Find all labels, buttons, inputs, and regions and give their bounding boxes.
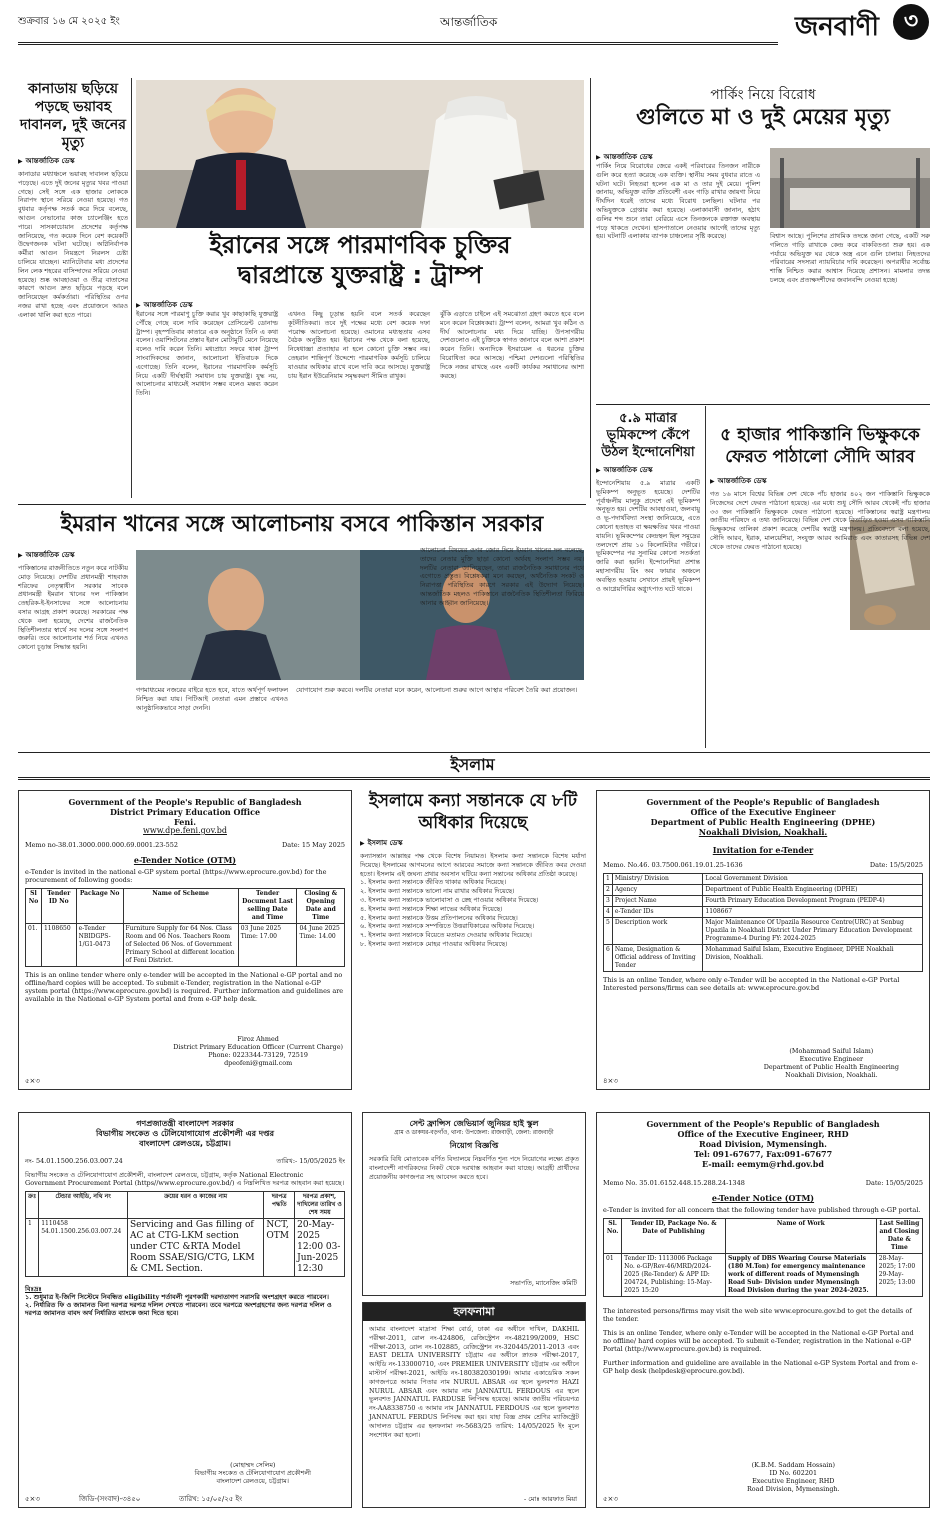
section-label: আন্তর্জাতিক [440,15,498,29]
story-imran-col2 [420,546,584,686]
col-3: গণমাধ্যমের নজরের বাইরে হতে হবে, যাতে অর্থপূর্ণ ফলাফল নিশ্চিত করা যায়। পিটিআই নেতারা এমন প্রস্তাবে এখনও আনুষ্ঠানিকভাবে সাড়া দেননি। [136,686,288,712]
table-row [604,896,923,907]
th-sl: Sl. No. [604,1219,622,1254]
table-row [26,924,345,967]
th-dates: Last Selling and Closing Date & Time [876,1219,922,1254]
cell: Fourth Primary Education Development Program (PEDP-4) [703,896,923,907]
notice-title: e-Tender Notice (OTM) [133,855,237,865]
phone: Phone: 0223344-73129, 72519 [208,1051,308,1059]
desk-credit: ▶ আন্তর্জাতিক ডেস্ক [18,155,128,167]
ad-ref-date: তারিখ: ১৫/০৫/২৫ ইং [179,1495,243,1503]
story-imran-col1 [18,546,128,746]
col-2: আলোচনা বিষয়ের ওপর জোর দিয়ে ইমরান খানের দল বলেছে, তাদের নেতার মুক্তি ছাড়া কোনো অর্থবহ সংলাপ সম্ভব নয়। দলটির নেতারা জানিয়েছেন, তারা রাজনৈতিক সমাধানের পথে এগোতে প্রস্তুত। বিশ্লেষকরা মনে করছেন, অর্থনৈতিক সংকট ও নিরাপত্তা পরিস্থিতির কারণে সরকার এই উদ্যোগ নিয়েছে। আন্তর্জাতিক মহলও পাকিস্তানে রাজনৈতিক স্থিতিশীলতা ফিরিয়ে আনার আহ্বান জানিয়েছে। [420,546,584,607]
tender-table [603,873,923,972]
cell: e-Tender IDs [612,907,703,918]
cell: Servicing and Gas filling of AC at CTG-LKM section under CTC &RTA Model Room SSAE/SIG/CTG, LKM & CML Section. [127,1219,263,1277]
th-work: Name of Work [725,1219,876,1254]
islam-section-title: ইসলাম [450,755,495,774]
body: ইন্দোনেশিয়ায় ৫.৯ মাত্রার একটি ভূমিকম্প অনুভূত হয়েছে। দেশটির পূর্বাঞ্চলীয় মালুকু প্রদেশে এই ভূমিকম্প অনুভূত হয়। দেশটির আবহাওয়া, জলবায়ু ও ভূ-পদার্থবিদ্যা সংস্থা জানিয়েছে, এতে কোনো হতাহত বা ক্ষয়ক্ষতির খবর পাওয়া যায়নি। ভূমিকম্পের কেন্দ্রস্থল ছিল সমুদ্রের তলদেশে প্রায় ১০ কিলোমিটার গভীরে। ভূমিকম্পের পর সুনামির কোনো সতর্কতা জারি করা হয়নি। ইন্দোনেশিয়া প্রশান্ত মহাসাগরীয় রিং অব ফায়ার অঞ্চলে অবস্থিত হওয়ায় সেখানে প্রায়ই ভূমিকম্প ও আগ্নেয়গিরির অগ্ন্যুৎপাত ঘটে থাকে। [596,479,700,593]
headline: গুলিতে মা ও দুই মেয়ের মৃত্যু [636,105,890,130]
note-1: ১. শুধুমাত্র ই-জিপি সিস্টেমে নিবন্ধিত eligibility শর্তাবলী পূরণকারী দরদাতাগণ সরাসরি অংশগ্রহণ করতে পারবেন। [25,1293,329,1301]
col-4: যোগাযোগ শুরু করবে। দলটির নেতারা মনে করেন, আলোচনা শুরুর আগে আস্থার পরিবেশ তৈরি করা প্রয়োজন। [296,686,578,694]
cell: Ministry/ Division [612,874,703,885]
ad-line3: Feni. [174,817,196,827]
school-name: সেন্ট ফ্রান্সিস জেভিয়ার্স জুনিয়র হাই স্কুল [409,1119,539,1128]
date: Date: 15 May 2025 [282,841,345,849]
th-sl: Sl No [26,889,42,924]
ad-line3: Road Division, Mymensingh. [699,1139,827,1149]
cell: 04 June 2025 Time: 14.00 [297,924,345,967]
signer-title: Executive Engineer [799,1055,864,1063]
table-row [604,1254,923,1297]
ad-line1: Government of the People's Republic of Bangladesh [646,797,880,807]
cell: 01 [604,1254,622,1297]
signer: (Mohammad Saiful Islam) [789,1047,874,1055]
right-3: ৩. ইসলাম কন্যা সন্তানকে ভালোবাসা ও স্নেহ পাওয়ার অধিকার দিয়েছে। [360,895,539,904]
th-scheme: Name of Scheme [123,889,238,924]
brand-logo: জনবাণী [795,12,879,42]
headline: ইসলামে কন্যা সন্তানকে যে ৮টি অধিকার দিয়েছে [368,791,578,833]
trump-photo-image [136,80,584,228]
ad-dphe-tender [596,790,930,1090]
affidavit-title: হলফনামা [363,1303,585,1321]
body: কন্যাসন্তান আল্লাহর পক্ষ থেকে বিশেষ নিয়ামত। ইসলাম কন্যা সন্তানকে বিশেষ মর্যাদা দিয়েছে। ইসলামের আগমনের আগে আরবের সমাজে কন্যা সন্তানকে জীবিত কবর দেওয়া হতো। ইসলাম এই জঘন্য প্রথার অবসান ঘটিয়ে কন্যা সন্তানের অধিকার প্রতিষ্ঠা করেছে। [360,852,586,878]
intro: e-Tender is invited for all concern that the following tender have published through e-GP portal. [603,1206,921,1214]
tender-table [603,1218,923,1297]
col-3: ঝুঁকি এড়াতে চাইলে এই সমঝোতা গ্রহণ করতে হবে বলে মনে করেন বিশ্লেষকরা। ট্রাম্প বলেন, আমরা খুব কঠিন ও দীর্ঘ আলোচনার মধ্য দিয়ে যাচ্ছি। উপসাগরীয় দেশগুলোও এই চুক্তিকে স্বাগত জানাবে বলে আশা প্রকাশ করেন তিনি। অন্যদিকে ইসরায়েল এ ধরনের চুক্তির বিরোধিতা করে আসছে। পশ্চিমা দেশগুলো পরিস্থিতির দিকে নজর রাখছে এবং একটি কার্যকর সমাধানের আশা করছে। [440,310,584,380]
th-tender-id: টেন্ডার আইডি, নথি নং [39,1192,128,1219]
right-4: ৪. ইসলাম কন্যা সন্তানকে শিক্ষা লাভের অধিকার দিয়েছে। [360,904,503,913]
desk-credit: ▶ আন্তর্জাতিক ডেস্ক [596,464,700,476]
tender-table [25,1191,345,1277]
th-tender-id: Tender ID, Package No. & Date of Publishing [622,1219,726,1254]
headline-line1: ইরানের সঙ্গে পারমাণবিক চুক্তির [209,231,511,259]
story-imran-col4 [296,686,584,746]
desk-credit: ▶ আন্তর্জাতিক ডেস্ক [710,475,930,487]
col-1: পাকিস্তানের রাজনীতিতে নতুন করে নাটকীয় মোড় নিয়েছে। দেশটির প্রধানমন্ত্রী শাহবাজ শরিফের নেতৃত্বাধীন সরকার সাবেক প্রধানমন্ত্রী ইমরান খানের দল পাকিস্তান তেহরিক-ই-ইনসাফের সঙ্গে আলোচনায় বসার আগ্রহ প্রকাশ করেছে। সরকারের পক্ষ থেকে বলা হয়েছে, দেশের রাজনৈতিক স্থিতিশীলতার স্বার্থে সব দলের সঙ্গে সংলাপ জরুরি। তবে আলোচনার শর্ত নিয়ে এখনও কোনো চূড়ান্ত সিদ্ধান্ত হয়নি। [18,564,128,652]
story-canada [18,80,128,500]
ad-school-recruitment [362,1112,586,1296]
story-parking-headline [596,86,930,132]
table-row [604,945,923,972]
notice-title: নিয়োগ বিজ্ঞপ্তি [449,1141,499,1150]
body: সরকারি বিধি মোতাবেক বর্ণিত বিদ্যালয়ে নিম্নবর্ণিত শূন্য পদে নিয়োগের লক্ষ্যে প্রকৃত বাংলাদেশী নাগরিকদের নিকট থেকে দরখাস্ত আহবান করা যাচ্ছে। আগ্রহী প্রার্থীদের প্রয়োজনীয় কাগজপত্র সহ আবেদন করতে হবে। [369,1155,579,1181]
body: আমার বাংলাদেশ মাদ্রাসা শিক্ষা বোর্ড, ঢাকা এর অধীনে দাখিল, DAKHIL পরীক্ষা-2011, রোল নং-424806, রেজিস্ট্রেশন নং-482199/2009, HSC পরীক্ষা-2013, রোল নং-102885, রেজিস্ট্রেশন নং-320445/2011-2013 এবং EAST DELTA UNIVERSITY চট্টগ্রাম এর অধীনে স্নাতক পরীক্ষা-2017, আইডি নং-133000710, এবং PREMIER UNIVERSITY চট্টগ্রাম এর অধীনে মাস্টার্স পরীক্ষা-2021, আইডি নং-180382030199। আমার একাডেমিক সকল কাগজপত্রে আমার পিতার নাম NURUL ABSAR এর স্থলে ভুলবশত HAZI NURUL ABSAR এবং আমার নাম JANNATUL FERDOUS এর স্থলে ভুলবশত JANNATUL FARDUSE লিপিবদ্ধ হয়েছে। আমার জাতীয় পরিচয়পত্র নং-AA8338750 এ আমার নাম JANNATUL FERDOUS এর স্থলে ভুলবশত JANNATUL FERDUS লিপিবদ্ধ করা হয়। যাহা বিজ্ঞ প্রথম শ্রেণির ম্যাজিস্ট্রেট আদালত চট্টগ্রাম এর হলফনামা নং-5683/25 তারিখ: 14/05/2025 ইং মূলে সংশোধন করা হলো। [369,1325,579,1439]
notice-title: e-Tender Notice (OTM) [711,1193,815,1203]
cell: Mohammad Saiful Islam, Executive Engineer, DPHE Noakhali Division, Noakhali. [703,945,923,972]
kicker: পার্কিং নিয়ে বিরোধ [710,87,816,103]
story-saudi-body [710,472,930,748]
ad-line1: গণপ্রজাতন্ত্রী বাংলাদেশ সরকার [136,1119,234,1128]
th-sl: ক্রঃ [26,1192,39,1219]
cell: e-Tender NBIDGPS-1/G1-0473 [76,924,123,967]
th-dates: দরপত্র প্রকাশ, দাখিলের তারিখ ও শেষ সময় [295,1192,345,1219]
intro: বিভাগীয় সংকেত ও টেলিযোগাযোগ প্রকৌশলী, বাংলাদেশ রেলওয়ে, চট্টগ্রাম, কর্তৃক National Electronic Government Procurement Portal (https//www.eprocure.gov.bd/) এ নিম্নলিখিত দরপত্র আহবান করা হয়েছে। [25,1171,345,1187]
story-imran-headline: ইমরান খানের সঙ্গে আলোচনায় বসবে পাকিস্তান সরকার [60,512,544,537]
issue-date: শুক্রবার ১৬ মে ২০২৫ ইং [18,16,120,27]
footer: সভাপতি, ম্যানেজিং কমিটি [510,1279,577,1287]
story-indonesia [596,410,700,750]
ad-line2: Office of the Executive Engineer [690,807,836,817]
ad-railway-tender [18,1112,352,1508]
signer-loc: বাংলাদেশ রেলওয়ে, চট্টগ্রাম। [216,1477,289,1485]
ad-size-code: ৪×৩ [603,1077,618,1085]
signer: (মোহাম্মদ সেলিম) [230,1461,276,1469]
islam-article [360,790,586,1090]
signer-title: বিভাগীয় সংকেত ও টেলিযোগাযোগ প্রকৌশলী [194,1469,311,1477]
headline: ৫.৯ মাত্রার ভূমিকম্পে কেঁপে উঠল ইন্দোনেশিয়া [601,411,695,460]
ad-line4: Noakhali Division, Noakhali. [698,827,828,837]
date: Date: 15/5/2025 [869,861,923,869]
signer-org: Department of Public Health Engineering [763,1063,899,1071]
notice-title: Invitation for e-Tender [712,845,814,855]
date: তারিখ:- 15/05/2025 ইং [276,1157,345,1165]
th-package: Package No [76,889,123,924]
ad-rhd-tender [596,1112,930,1508]
ad-email[interactable]: E-mail: eemym@rhd.gov.bd [702,1159,824,1169]
cell: 1110458 54.01.1500.256.03.007.24 [39,1219,128,1277]
note: This is an online tender where only e-tender will be accepted in the National e-GP portal and no offline/hard copies will be accepted. To submit e-Tender, registration in the National e-GP system portal (https://www.eprocure.gov.bd) is required. Further information and guidelines are available in the National e-GP System portal and from e-GP help desk. [25,971,344,1003]
cell: NCT, OTM [264,1219,295,1277]
th-work: ক্রয়ের ধরন ও কাজের নাম [127,1192,263,1219]
cell: 1108650 [41,924,76,967]
intro: e-Tender is invited in the national e-GP system portal (https://www.eprocure.gov.bd) for the procurement of following goods: [25,868,327,884]
memo: Memo no-38.01.3000.000.000.69.0001.23-552 [25,841,178,849]
ad-ref: জিডি-(সংবাদ)-৩৪৫০ [79,1495,141,1503]
masthead [0,0,945,68]
memo: Memo. No.46. 03.7500.061.19.01.25-1636 [603,861,743,869]
ad-feni-tender [18,790,352,1090]
ad-line2: Office of the Executive Engineer, RHD [677,1129,849,1139]
cell: 2 [604,885,613,896]
cell: 5 [604,918,613,945]
note-2: This is an online Tender, where only e-Tender will be accepted in the National e-GP Portal and no offline/ hard copies will be accepted. To submit e-Tender, registration in the National e-GP Portal (http://www.eprocure.gov.bd) is required. [603,1329,914,1353]
body: গত ১৬ মাসে বিশ্বের বিভিন্ন দেশ থেকে পাঁচ হাজার ৪০২ জন পাকিস্তানি ভিক্ষুককে নিজেদের দেশে ফেরত পাঠানো হয়েছে। এর মধ্যে শুধু সৌদি আরব থেকেই পাঁচ হাজার ৩৩ জন পাকিস্তানি ভিক্ষুককে ফেরত পাঠানো হয়েছে। পাকিস্তানের স্বরাষ্ট্র মন্ত্রণালয় জাতীয় পরিষদে এ তথ্য জানিয়েছে। বিভিন্ন দেশ থেকে বিতাড়িত হওয়া এসব পাকিস্তানি ভিক্ষুকদের তালিকা প্রকাশ করেছে দেশটির স্বরাষ্ট্র মন্ত্রণালয়। প্রতিবেদনে বলা হয়েছে, সৌদি আরব, ইরাক, মালয়েশিয়া, সংযুক্ত আরব আমিরাত এবং কাতারসহ বিভিন্ন দেশ থেকে তাদের ফেরত পাঠানো হয়েছে। [710,490,930,551]
cell: Name, Designation & Official address of Inviting Tender [612,945,703,972]
right-8: ৮. ইসলাম কন্যা সন্তানকে মোহর পাওয়ার অধিকার দিয়েছে। [360,939,508,948]
right-5: ৫. ইসলাম কন্যা সন্তানকে উত্তম প্রতিপালনের অধিকার দিয়েছে। [360,913,518,922]
signer-loc: Road Division, Mymensingh. [747,1485,840,1493]
story-saudi-headline [710,424,930,468]
cell: Furniture Supply for 64 Nos. Class Room and 06 Nos. Teachers Room of Selected 06 Nos. of Government Primary School at different location of Feni District. [123,924,238,967]
cell: 4 [604,907,613,918]
story-iran-headline [136,230,584,290]
desk-credit: ▶ আন্তর্জাতিক ডেস্ক [596,151,930,163]
note: This is an online Tender, where only e-Tender will be accepted in the National e-GP Portal Interested persons/firms can see details at: www.eprocure.gov.bd [603,976,900,992]
th-closing: Closing & Opening Date and Time [297,889,345,924]
memo: Memo No. 35.01.6152.448.15.288.24-1348 [603,1179,745,1187]
ad-line2: District Primary Education Office [109,807,261,817]
note-1: The interested persons/firms may visit the web site www.eprocure.gov.bd to get the details of the tender. [603,1307,912,1323]
ad-line2: বিভাগীয় সংকেত ও টেলিযোগাযোগ প্রকৌশলী এর দপ্তর [95,1129,275,1138]
cell: 3 [604,896,613,907]
headline-line2: ফেরত পাঠালো সৌদি আরব [725,447,915,467]
table-row [604,918,923,945]
cell: Agency [612,885,703,896]
ad-line3: Department of Public Health Engineering (DPHE) [650,817,876,827]
desk-credit: ▶ আন্তর্জাতিক ডেস্ক [136,299,584,311]
ad-line3: বাংলাদেশ রেলওয়ে, চট্টগ্রাম। [139,1139,231,1148]
ad-size-code: ৫×৩ [25,1077,40,1085]
cell: Project Name [612,896,703,907]
note-2: ২. নির্ধারিত ফি ও জামানত বিনা দরপত্র দরপত্র দলিল দেখতে পারবেন। তবে দরপত্রে অংশগ্রহণের জন্য দরপত্র দলিল ও দরপত্র জামানত বাবদ অর্থ নির্ধারিত ব্যাংকে জমা দিতে হবে। [25,1301,332,1317]
col-2: এখনও কিছু চূড়ান্ত হয়নি বলে সতর্ক করেছেন কূটনীতিকরা। তবে দুই পক্ষের মধ্যে বেশ কয়েক দফা পরোক্ষ আলোচনা হয়েছে। ওমানের মধ্যস্থতায় এসব বৈঠক অনুষ্ঠিত হয়। ইরানের পক্ষ থেকে বলা হয়েছে, নিষেধাজ্ঞা প্রত্যাহার না হলে কোনো চুক্তি সম্ভব নয়। তেহরান শান্তিপূর্ণ উদ্দেশ্যে পারমাণবিক কর্মসূচি চালিয়ে যাওয়ার অধিকার রাখে বলে দাবি করে আসছে। যুক্তরাষ্ট্র চায় ইরান ইউরেনিয়াম সমৃদ্ধকরণ সীমিত রাখুক। [288,310,430,380]
cell: 03 June 2025 Time: 17.00 [238,924,297,967]
cell: Major Maintenance Of Upazila Resource Centre(URC) at Senbug Upazila in Noakhali District Under Primary Education Development Programme-4 During FY: 2024-2025 [703,918,923,945]
cell: Description work [612,918,703,945]
page-number: ৩ [893,4,929,40]
headline-line1: ৫ হাজার পাকিস্তানি ভিক্ষুককে [720,425,920,445]
desk-credit: ▶ ইসলাম ডেস্ক [360,837,586,849]
ad-line1: Government of the People's Republic of Bangladesh [646,1119,880,1129]
story-imran-col3 [136,686,288,746]
col-2: বিশ্বাস আছে। পুলিশের প্রাথমিক তদন্তে জানা গেছে, একটি সরু গলিতে গাড়ি রাখাকে কেন্দ্র করে বাকবিতণ্ডা শুরু হয়। এক পর্যায়ে অভিযুক্ত ঘর থেকে অস্ত্র এনে গুলি চালায়। নিহতদের পরিবারের সদস্যরা ন্যায়বিচার দাবি করেছেন। অপরাধীর সর্বোচ্চ শাস্তি নিশ্চিত করার আশ্বাস দিয়েছে প্রশাসন। মামলার তদন্ত চলছে এবং প্রত্যক্ষদর্শীদের জবানবন্দি নেওয়া হচ্ছে। [770,232,930,284]
body: কানাডার মধ্যাঞ্চলে ভয়াবহ দাবানল ছড়িয়ে পড়েছে। এতে দুই জনের মৃত্যুর খবর পাওয়া গেছে। সেই সঙ্গে এক হাজার লোককে নিরাপদ স্থানে সরিয়ে নেওয়া হয়েছে। গত বুধবার কর্তৃপক্ষ সতর্ক করে দিয়ে বলেছে, আগুন নেভানোর কাজ চ্যালেঞ্জিং হতে পারে। সাসকাচোয়ান প্রদেশের কর্তৃপক্ষ জানিয়েছে, গত কয়েক দিনে বেশ কয়েকটি উদ্বেগজনক ঘটনা ঘটেছে। অগ্নিনির্বাপক কর্মীরা আগুন নিয়ন্ত্রণে নিরলস চেষ্টা চালিয়ে যাচ্ছেন। ম্যানিটোবার মধ্য প্রদেশের লিন লেক শহরের বাসিন্দাদের সরিয়ে নেওয়া হয়েছে। শুষ্ক আবহাওয়া ও তীব্র বাতাসের কারণে আগুন দ্রুত ছড়িয়ে পড়ছে বলে জানিয়েছেন কর্মকর্তারা। পরিস্থিতির ওপর নজর রাখা হচ্ছে এবং প্রয়োজনে আরও এলাকা খালি করা হতে পারে। [18,170,128,319]
col-1: পার্কিং নিয়ে বিরোধের জেরে একই পরিবারের তিনজন নারীকে গুলি করে হত্যা করেছে এক ব্যক্তি। স্থানীয় সময় বুধবার রাতে এ ঘটনা ঘটে। নিহতরা হলেন এক মা ও তার দুই মেয়ে। পুলিশ জানায়, অভিযুক্ত ব্যক্তি প্রতিবেশী এবং গাড়ি রাখার জায়গা নিয়ে দীর্ঘদিন ধরেই তাদের মধ্যে বিরোধ চলছিল। ঘটনার পর অভিযুক্তকে গ্রেপ্তার করা হয়েছে। এলাকাবাসী জানান, হঠাৎ গুলির শব্দ শুনে তারা বেরিয়ে এসে তিনজনকে রক্তাক্ত অবস্থায় পড়ে থাকতে দেখেন। হাসপাতালে নেওয়ার আগেই তাদের মৃত্যু হয়। ঘটনাটি এলাকায় ব্যাপক চাঞ্চল্যের সৃষ্টি করেছে। [596,162,760,241]
right-6: ৬. ইসলাম কন্যা সন্তানকে সম্পত্তিতে উত্তরাধিকারের অধিকার দিয়েছে। [360,922,535,931]
cell: Local Government Division [703,874,923,885]
th-tender-id: Tender ID No [41,889,76,924]
cell: 01. [26,924,42,967]
signer: Firoz Ahmed [237,1035,279,1043]
school-address: গ্রাম ও ডাকঘর-বড়গাঁও, থানা: উপজেলা: রাজবাড়ী, জেলা: রাজবাড়ী [394,1130,554,1136]
cell: 20-May-2025 12:00 03-Jun-2025 12:30 [295,1219,345,1277]
table-row [604,874,923,885]
memo: নং- 54.01.1500.256.03.007.24 [25,1157,123,1165]
signer: (K.B.M. Saddam Hossain) [751,1461,835,1469]
ad-url[interactable]: www.dpe.feni.gov.bd [143,826,227,835]
cell: 1 [26,1219,39,1277]
ad-size-code: ৫×৩ [25,1495,40,1503]
ad-affidavit [362,1302,586,1508]
signer-title: Executive Engineer, RHD [752,1477,835,1485]
story-parking-body [596,148,930,398]
cell: 1108667 [703,907,923,918]
th-method: দরপত্র পদ্ধতি [264,1192,295,1219]
desk-credit: ▶ আন্তর্জাতিক ডেস্ক [18,549,128,561]
note-3: Further information and guideline are available in the National e-GP System Portal and from e-GP help desk (helpdesk@eprocure.gov.bd). [603,1359,918,1375]
tender-table [25,888,345,967]
signer-title: District Primary Education Officer (Current Charge) [173,1043,343,1051]
table-row [604,907,923,918]
photo-trump-qatar [136,80,584,228]
right-7: ৭. ইসলাম কন্যা সন্তানকে বিয়েতে মতামত দেওয়ার অধিকার দিয়েছে। [360,931,532,940]
date: Date: 15/05/2025 [865,1179,923,1187]
ad-line4: Tel: 091-67677, Fax:091-67677 [693,1149,833,1159]
ad-line1: Government of the People's Republic of Bangladesh [68,797,302,807]
signer: - মোঃ আরফাত মিয়া [524,1495,577,1503]
story-iran-body [136,296,584,496]
notes-title: বিঃদ্রঃ [25,1285,42,1293]
cell: 1 [604,874,613,885]
cell: Department of Public Health Engineering (DPHE) [703,885,923,896]
cell: 6 [604,945,613,972]
signer-loc: Noakhali Division, Noakhali. [785,1071,878,1079]
cell: Supply of DBS Wearing Course Materials (180 M.Ton) for emergency maintenance work of different roads of Mymensingh Road Sub- Division under Mymensingh Road Division during the year 2024-2025. [725,1254,876,1297]
right-1: ১. ইসলাম কন্যা সন্তানকে জীবিত থাকার অধিকার দিয়েছে। [360,878,507,887]
headline-line2: দ্বারপ্রান্তে যুক্তরাষ্ট্র : ট্রাম্প [237,261,483,289]
cell: Tender ID: 1113006 Package No. e-GP/Rev-46/MRD/2024-2025 (Re-Tender) & APP ID: 204724, Publishing: 15-May-2025 15:20 [622,1254,726,1297]
headline: কানাডায় ছড়িয়ে পড়ছে ভয়াবহ দাবানল, দুই জনের মৃত্যু [20,81,126,151]
table-row [604,885,923,896]
signer-id: ID No. 602201 [769,1469,818,1477]
col-1: ইরানের সঙ্গে পারমাণু চুক্তি করার খুব কাছাকাছি যুক্তরাষ্ট্র পৌঁছে গেছে বলে দাবি করেছেন প্রেসিডেন্ট ডোনাল্ড ট্রাম্প। বৃহস্পতিবার কাতারে এক অনুষ্ঠানে তিনি এ কথা বলেন। ওয়াশিংটনের প্রস্তাব ইরান মোটামুটি মেনে নিয়েছে বলেও দাবি করেন তিনি। মধ্যপ্রাচ্য সফরে থাকা ট্রাম্প সাংবাদিকদের জানান, আলোচনা ইতিবাচক দিকে এগোচ্ছে। তিনি বলেন, ইরানের পারমাণবিক কর্মসূচি নিয়ে একটি দীর্ঘস্থায়ী সমাধান চায় যুক্তরাষ্ট্র। যুদ্ধ নয়, আলোচনার মাধ্যমেই সমাধান সম্ভব বলেও মন্তব্য করেন তিনি। [136,310,278,398]
table-row [26,1219,345,1277]
th-selling: Tender Document Last selling Date and Time [238,889,297,924]
ad-size-code: ৫×৩ [603,1495,618,1503]
right-2: ২. ইসলাম কন্যা সন্তানকে ভালো নাম রাখার অধিকার দিয়েছে। [360,887,515,896]
cell: 28-May-2025; 17:00 29-May-2025; 13:00 [876,1254,922,1297]
email[interactable]: dpeofeni@gmail.com [224,1059,293,1067]
